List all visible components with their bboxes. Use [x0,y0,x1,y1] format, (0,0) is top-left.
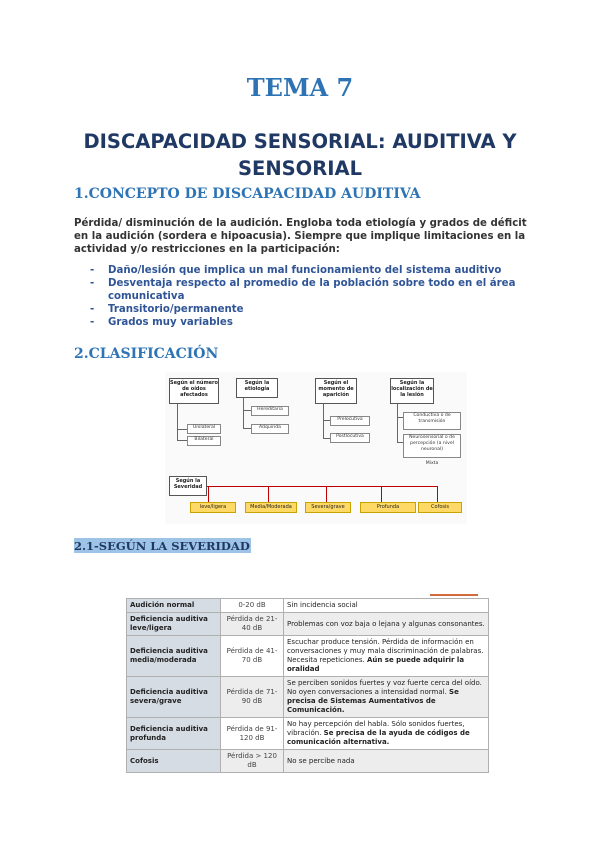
table-cell-desc: Problemas con voz baja o lejana y algunas consonantes. [284,613,489,636]
table-cell-range: Pérdida de 91-120 dB [221,718,284,750]
severity-category-mild: leve/ligera [190,502,236,513]
diagram-box-severity: Según la Severidad [169,476,207,496]
table-cell-range: Pérdida de 41-70 dB [221,636,284,677]
diagram-item-conductive: Conductiva o de transmisión [403,412,461,430]
list-item: - Desventaja respecto al promedio de la población sobre todo en el área comunicativa [90,278,516,302]
severity-category-profound: Profunda [360,502,416,513]
subsection-heading-severity: 2.1-SEGÚN LA SEVERIDAD [74,539,250,553]
table-cell-desc: No hay percepción del habla. Sólo sonidos fuertes, vibración. Se precisa de la ayuda de códigos de comunicación alternativa. [284,718,489,750]
table-cell-desc: No se percibe nada [284,750,489,773]
severity-category-cofosis: Cofosis [418,502,462,513]
severity-category-severe: Severa/grave [305,502,351,513]
list-item: - Grados muy variables [90,317,233,328]
bullet-marker: - [90,265,95,276]
diagram-item-hereditary: Hereditaria [251,406,289,416]
concept-bullet-list [90,264,530,329]
table-cell-range: Pérdida de 21-40 dB [221,613,284,636]
table-row [127,613,489,636]
table-cell-range: Pérdida de 71-90 dB [221,677,284,718]
table-cell-level: Audición normal [127,599,221,613]
decorative-line [430,594,478,596]
table-cell-range: Pérdida > 120 dB [221,750,284,773]
table-row [127,599,489,613]
diagram-item-neurosensorial: Neurosensorial o de percepción (a nivel neuronal) [403,434,461,458]
severity-category-moderate: Media/Moderada [245,502,297,513]
concept-paragraph: Pérdida/ disminución de la audición. Engloba toda etiología y grados de déficit en la audición (sordera e hipoacusia). Siempre que implique limitaciones en la actividad y/o restricciones en la participación: [74,218,527,255]
section-heading-classification: 2.CLASIFICACIÓN [74,346,219,362]
diagram-box-etiology: Según la etiología [236,378,278,398]
table-row [127,677,489,718]
page-title-line-1: DISCAPACIDAD SENSORIAL: AUDITIVA Y [83,130,517,153]
page-title [70,128,530,182]
classification-diagram [165,372,467,524]
table-cell-range: 0-20 dB [221,599,284,613]
diagram-box-onset: Según el momento de aparición [315,378,357,404]
diagram-item-mixed: Mixta [425,461,439,466]
diagram-item-bilateral: Bilateral [187,436,221,446]
table-cell-desc: Sin incidencia social [284,599,489,613]
table-cell-desc: Se perciben sonidos fuertes y voz fuerte cerca del oído. No oyen conversaciones a intensidad normal. Se precisa de Sistemas Aumentativos de Comunicación. [284,677,489,718]
table-cell-level: Deficiencia auditiva leve/ligera [127,613,221,636]
diagram-item-prelocutive: Prelocutiva [330,416,370,426]
table-cell-level: Deficiencia auditiva media/moderada [127,636,221,677]
table-cell-level: Cofosis [127,750,221,773]
page-title-line-2: SENSORIAL [237,157,363,180]
table-row [127,718,489,750]
table-row [127,750,489,773]
table-cell-level: Deficiencia auditiva severa/grave [127,677,221,718]
table-cell-desc: Escuchar produce tensión. Pérdida de información en conversaciones y muy mala discriminación de palabras. Necesita repeticiones. Aún se puede adquirir la oralidad [284,636,489,677]
diagram-box-location: Según la localización de la lesión [390,378,434,404]
severity-table [126,598,489,773]
bullet-marker: - [90,317,95,328]
diagram-item-acquired: Adquirida [251,424,289,434]
bullet-marker: - [90,278,95,289]
table-cell-level: Deficiencia auditiva profunda [127,718,221,750]
list-item: - Transitorio/permanente [90,304,244,315]
diagram-box-ears: Según el número de oídos afectados [169,378,219,404]
topic-number: TEMA 7 [246,73,354,102]
table-row [127,636,489,677]
list-item: - Daño/lesión que implica un mal funcionamiento del sistema auditivo [90,265,502,276]
section-heading-concept: 1.CONCEPTO DE DISCAPACIDAD AUDITIVA [74,186,421,202]
diagram-item-postlocutive: Postlocutiva [330,433,370,443]
diagram-item-unilateral: Unilateral [187,424,221,434]
bullet-marker: - [90,304,95,315]
